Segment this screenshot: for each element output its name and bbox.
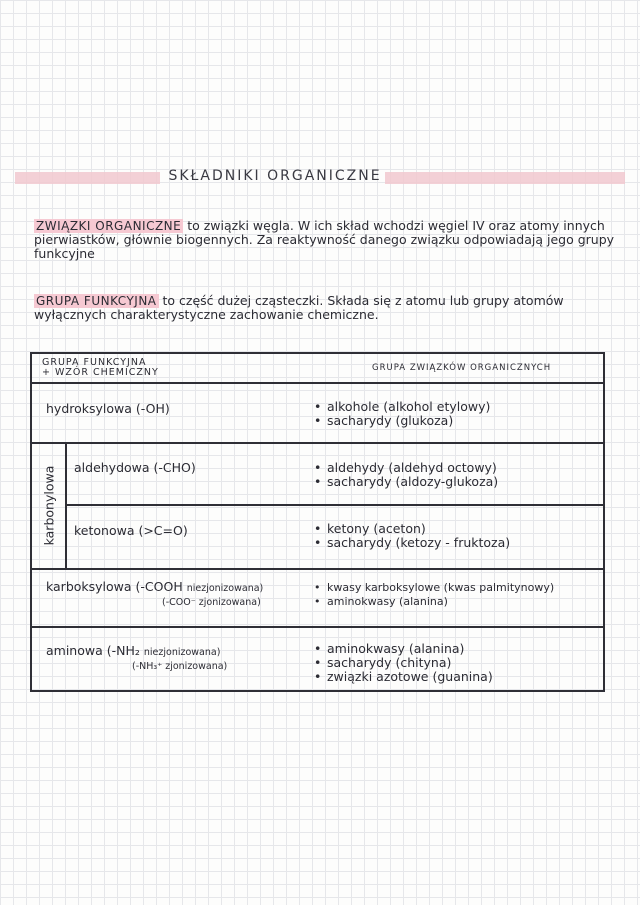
term-functional-group: GRUPA FUNKCYJNA: [36, 294, 157, 308]
title-highlight-right: [385, 172, 625, 184]
definition-text-organic-compounds: to związki węgla. W ich skład wchodzi węgiel IV oraz atomy innych pierwiastków, głównie biogennych. Za reaktywność danego związku odpowiadają jego grupy funkcyjne: [34, 218, 615, 261]
karbonylowa-label: [34, 456, 64, 554]
definition-text-functional-group: to część dużej cząsteczki. Składa się z atomu lub grupy atomów wyłącznych charakterystyczne zachowanie chemiczne.: [34, 293, 564, 322]
header-functional-group-line1: GRUPA FUNKCYJNA: [42, 357, 147, 368]
list-item: • alkohole (alkohol etylowy): [314, 400, 490, 414]
table-divider: [32, 382, 603, 384]
list-item: • sacharydy (ketozy - fruktoza): [314, 536, 510, 550]
group-amine-formula: aminowa (-NH₂: [46, 643, 140, 658]
group-ketone: ketonowa (>C=O): [74, 523, 188, 538]
definition-functional-group: [34, 294, 624, 322]
compounds-ketone: [314, 522, 510, 550]
table-divider: [32, 568, 603, 570]
list-item: • związki azotowe (guanina): [314, 670, 493, 684]
group-carboxyl-formula: karboksylowa (-COOH: [46, 579, 183, 594]
compounds-hydroxyl: [314, 400, 490, 428]
header-functional-group-line2: + WZÓR CHEMICZNY: [42, 367, 159, 378]
list-item: • aminokwasy (alanina): [314, 595, 554, 609]
list-item: • sacharydy (chityna): [314, 656, 493, 670]
table-divider: [32, 442, 603, 444]
table-divider: [65, 504, 603, 506]
group-carboxyl-note: niezjonizowana): [186, 583, 264, 594]
header-compound-group: GRUPA ZWIĄZKÓW ORGANICZNYCH: [372, 363, 552, 373]
title-highlight-left: [15, 172, 160, 184]
list-item: • sacharydy (aldozy-glukoza): [314, 475, 498, 489]
definition-organic-compounds: [34, 219, 624, 261]
group-carboxyl: [46, 580, 263, 596]
list-item: • ketony (aceton): [314, 522, 510, 536]
group-amine-note: niezjonizowana): [143, 647, 221, 658]
karbonylowa-divider: [65, 442, 67, 568]
header-functional-group: [42, 358, 159, 378]
compounds-amine: [314, 642, 493, 684]
group-amine: [46, 644, 220, 660]
karbonylowa-label-text: karbonylowa: [41, 465, 57, 545]
compounds-aldehyde: [314, 461, 498, 489]
list-item: • sacharydy (glukoza): [314, 414, 490, 428]
table-divider: [32, 626, 603, 628]
group-hydroxyl: hydroksylowa (-OH): [46, 401, 170, 416]
group-aldehyde: aldehydowa (-CHO): [74, 460, 196, 475]
functional-groups-table: [30, 352, 605, 692]
list-item: • aldehydy (aldehyd octowy): [314, 461, 498, 475]
page-title: SKŁADNIKI ORGANICZNE: [168, 168, 382, 184]
list-item: • kwasy karboksylowe (kwas palmitynowy): [314, 581, 554, 595]
group-amine-ionized: (-NH₃⁺ zjonizowana): [132, 661, 228, 672]
group-carboxyl-ionized: (-COO⁻ zjonizowana): [162, 597, 261, 608]
term-organic-compounds: ZWIĄZKI ORGANICZNE: [36, 219, 182, 233]
list-item: • aminokwasy (alanina): [314, 642, 493, 656]
compounds-carboxyl: [314, 581, 554, 609]
